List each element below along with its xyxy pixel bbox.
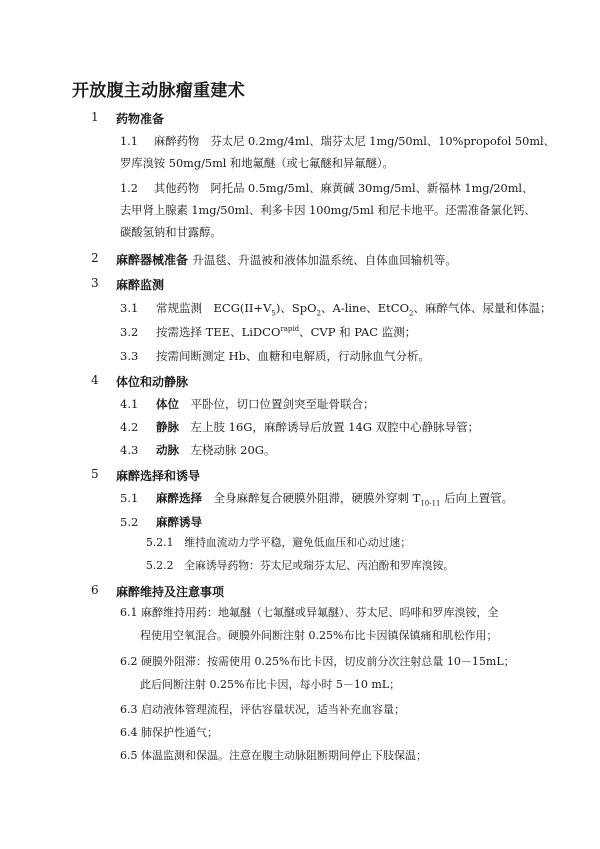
item-keyword: 麻醉诱导 <box>156 515 202 529</box>
item-text: 按需选择 TEE、LiDCO <box>156 325 281 339</box>
item-keyword: 麻醉选择 <box>156 491 202 505</box>
heading-text: 麻醉器械准备 <box>116 253 189 267</box>
subscript: 2 <box>316 309 321 318</box>
item-text: 左桡动脉 20G。 <box>190 443 276 457</box>
section-number: 3 <box>91 276 99 290</box>
item-6-5: 6.5 体温监测和保温。注意在腹主动脉阻断期间停止下肢保温； <box>120 749 427 762</box>
item-text: 全身麻醉复合硬膜外阻滞，硬膜外穿刺 T <box>213 491 421 505</box>
item-number: 5.1 <box>120 491 139 505</box>
item-5-2-2: 5.2.2 全麻诱导药物：芬太尼或瑞芬太尼、丙泊酚和罗库溴铵。 <box>146 559 455 572</box>
section-number: 5 <box>91 467 99 481</box>
section-number: 4 <box>91 373 99 387</box>
section-heading: 体位和动静脉 <box>116 375 189 389</box>
section-heading: 麻醉监测 <box>116 278 165 292</box>
item-4-3 <box>120 442 275 458</box>
item-number: 5.2 <box>120 515 139 529</box>
subscript: 10-11 <box>420 499 441 508</box>
item-number: 4.1 <box>120 397 139 411</box>
item-text: 平卧位，切口位置剑突至耻骨联合； <box>190 397 375 411</box>
item-number: 1.1 <box>120 135 138 148</box>
item-4-2 <box>120 419 479 435</box>
item-keyword: 体位 <box>156 397 179 411</box>
section-heading: 药物准备 <box>116 112 165 126</box>
item-number: 4.2 <box>120 420 139 434</box>
section-number: 2 <box>91 251 99 265</box>
item-6-3: 6.3 启动液体管理流程，评估容量状况，适当补充血容量； <box>120 703 405 716</box>
item-text: 按需间断测定 Hb、血糖和电解质，行动脉血气分析。 <box>156 349 431 363</box>
item-6-2-line-1: 6.2 硬膜外阻滞：按需使用 0.25%布比卡因，切皮前分次注射总量 10－15mL； <box>120 655 515 668</box>
heading-rest-text: 升温毯、升温被和液体加温系统、自体血回输机等。 <box>192 253 457 267</box>
item-3-2 <box>120 324 416 340</box>
item-6-4: 6.4 肺保护性通气； <box>120 726 218 739</box>
item-number: 3.1 <box>120 301 139 315</box>
item-1-1-line-2: 罗库溴铵 50mg/5ml 和地氟醚（或七氟醚和异氟醚）。 <box>120 157 394 170</box>
subscript: 5 <box>271 309 276 318</box>
item-5-2 <box>120 514 202 530</box>
item-1-2-line-3: 碳酸氢钠和甘露醇。 <box>120 226 222 239</box>
item-3-3 <box>120 348 430 364</box>
item-text: 后向上置管。 <box>440 491 514 505</box>
item-5-1 <box>120 490 513 506</box>
item-number: 1.2 <box>120 182 138 195</box>
section-heading: 麻醉维持及注意事项 <box>116 585 225 599</box>
item-text: 其他药物 阿托品 0.5mg/5ml、麻黄碱 30mg/5ml、新福林 1mg/20ml、 <box>154 182 534 195</box>
item-1-2-line-1 <box>120 182 533 196</box>
item-text: 常规监测 ECG(II+V <box>156 301 272 315</box>
item-6-1-line-1: 6.1 麻醉维持用药：地氟醚（七氟醚或异氟醚）、芬太尼、吗啡和罗库溴铵，全 <box>120 606 499 619</box>
item-text: 麻醉药物 芬太尼 0.2mg/4ml、瑞芬太尼 1mg/50ml、10%propofol 50ml、 <box>154 135 555 148</box>
item-keyword: 动脉 <box>156 443 179 457</box>
item-6-2-line-2: 此后间断注射 0.25%布比卡因，每小时 5－10 mL； <box>140 678 401 691</box>
item-text: 左上肢 16G，麻醉诱导后放置 14G 双腔中心静脉导管； <box>190 420 480 434</box>
item-number: 3.3 <box>120 349 139 363</box>
page-title: 开放腹主动脉瘤重建术 <box>72 81 245 101</box>
section-heading: 麻醉选择和诱导 <box>116 469 201 483</box>
subscript: 2 <box>409 309 414 318</box>
section-number: 6 <box>91 583 99 597</box>
item-keyword: 静脉 <box>156 420 179 434</box>
item-6-1-line-2: 程使用空氧混合。硬膜外间断注射 0.25%布比卡因镇保镇痛和肌松作用； <box>140 629 498 642</box>
section-heading <box>116 251 457 268</box>
item-number: 3.2 <box>120 325 139 339</box>
superscript: rapid <box>280 325 300 334</box>
item-text: 、CVP 和 PAC 监测； <box>299 325 417 339</box>
item-5-2-1: 5.2.1 维持血流动力学平稳，避免低血压和心动过速； <box>146 536 412 549</box>
item-4-1 <box>120 396 375 412</box>
item-text: 、麻醉气体、尿量和体温； <box>413 301 552 315</box>
item-text: )、SpO <box>275 301 317 315</box>
item-1-2-line-2: 去甲肾上腺素 1mg/50ml、利多卡因 100mg/5ml 和尼卡地平。还需准备氯化钙、 <box>120 204 536 217</box>
item-3-1 <box>120 300 551 316</box>
item-number: 4.3 <box>120 443 139 457</box>
item-text: 、A-line、EtCO <box>321 301 410 315</box>
item-1-1-line-1 <box>120 135 555 149</box>
section-number: 1 <box>91 110 99 124</box>
